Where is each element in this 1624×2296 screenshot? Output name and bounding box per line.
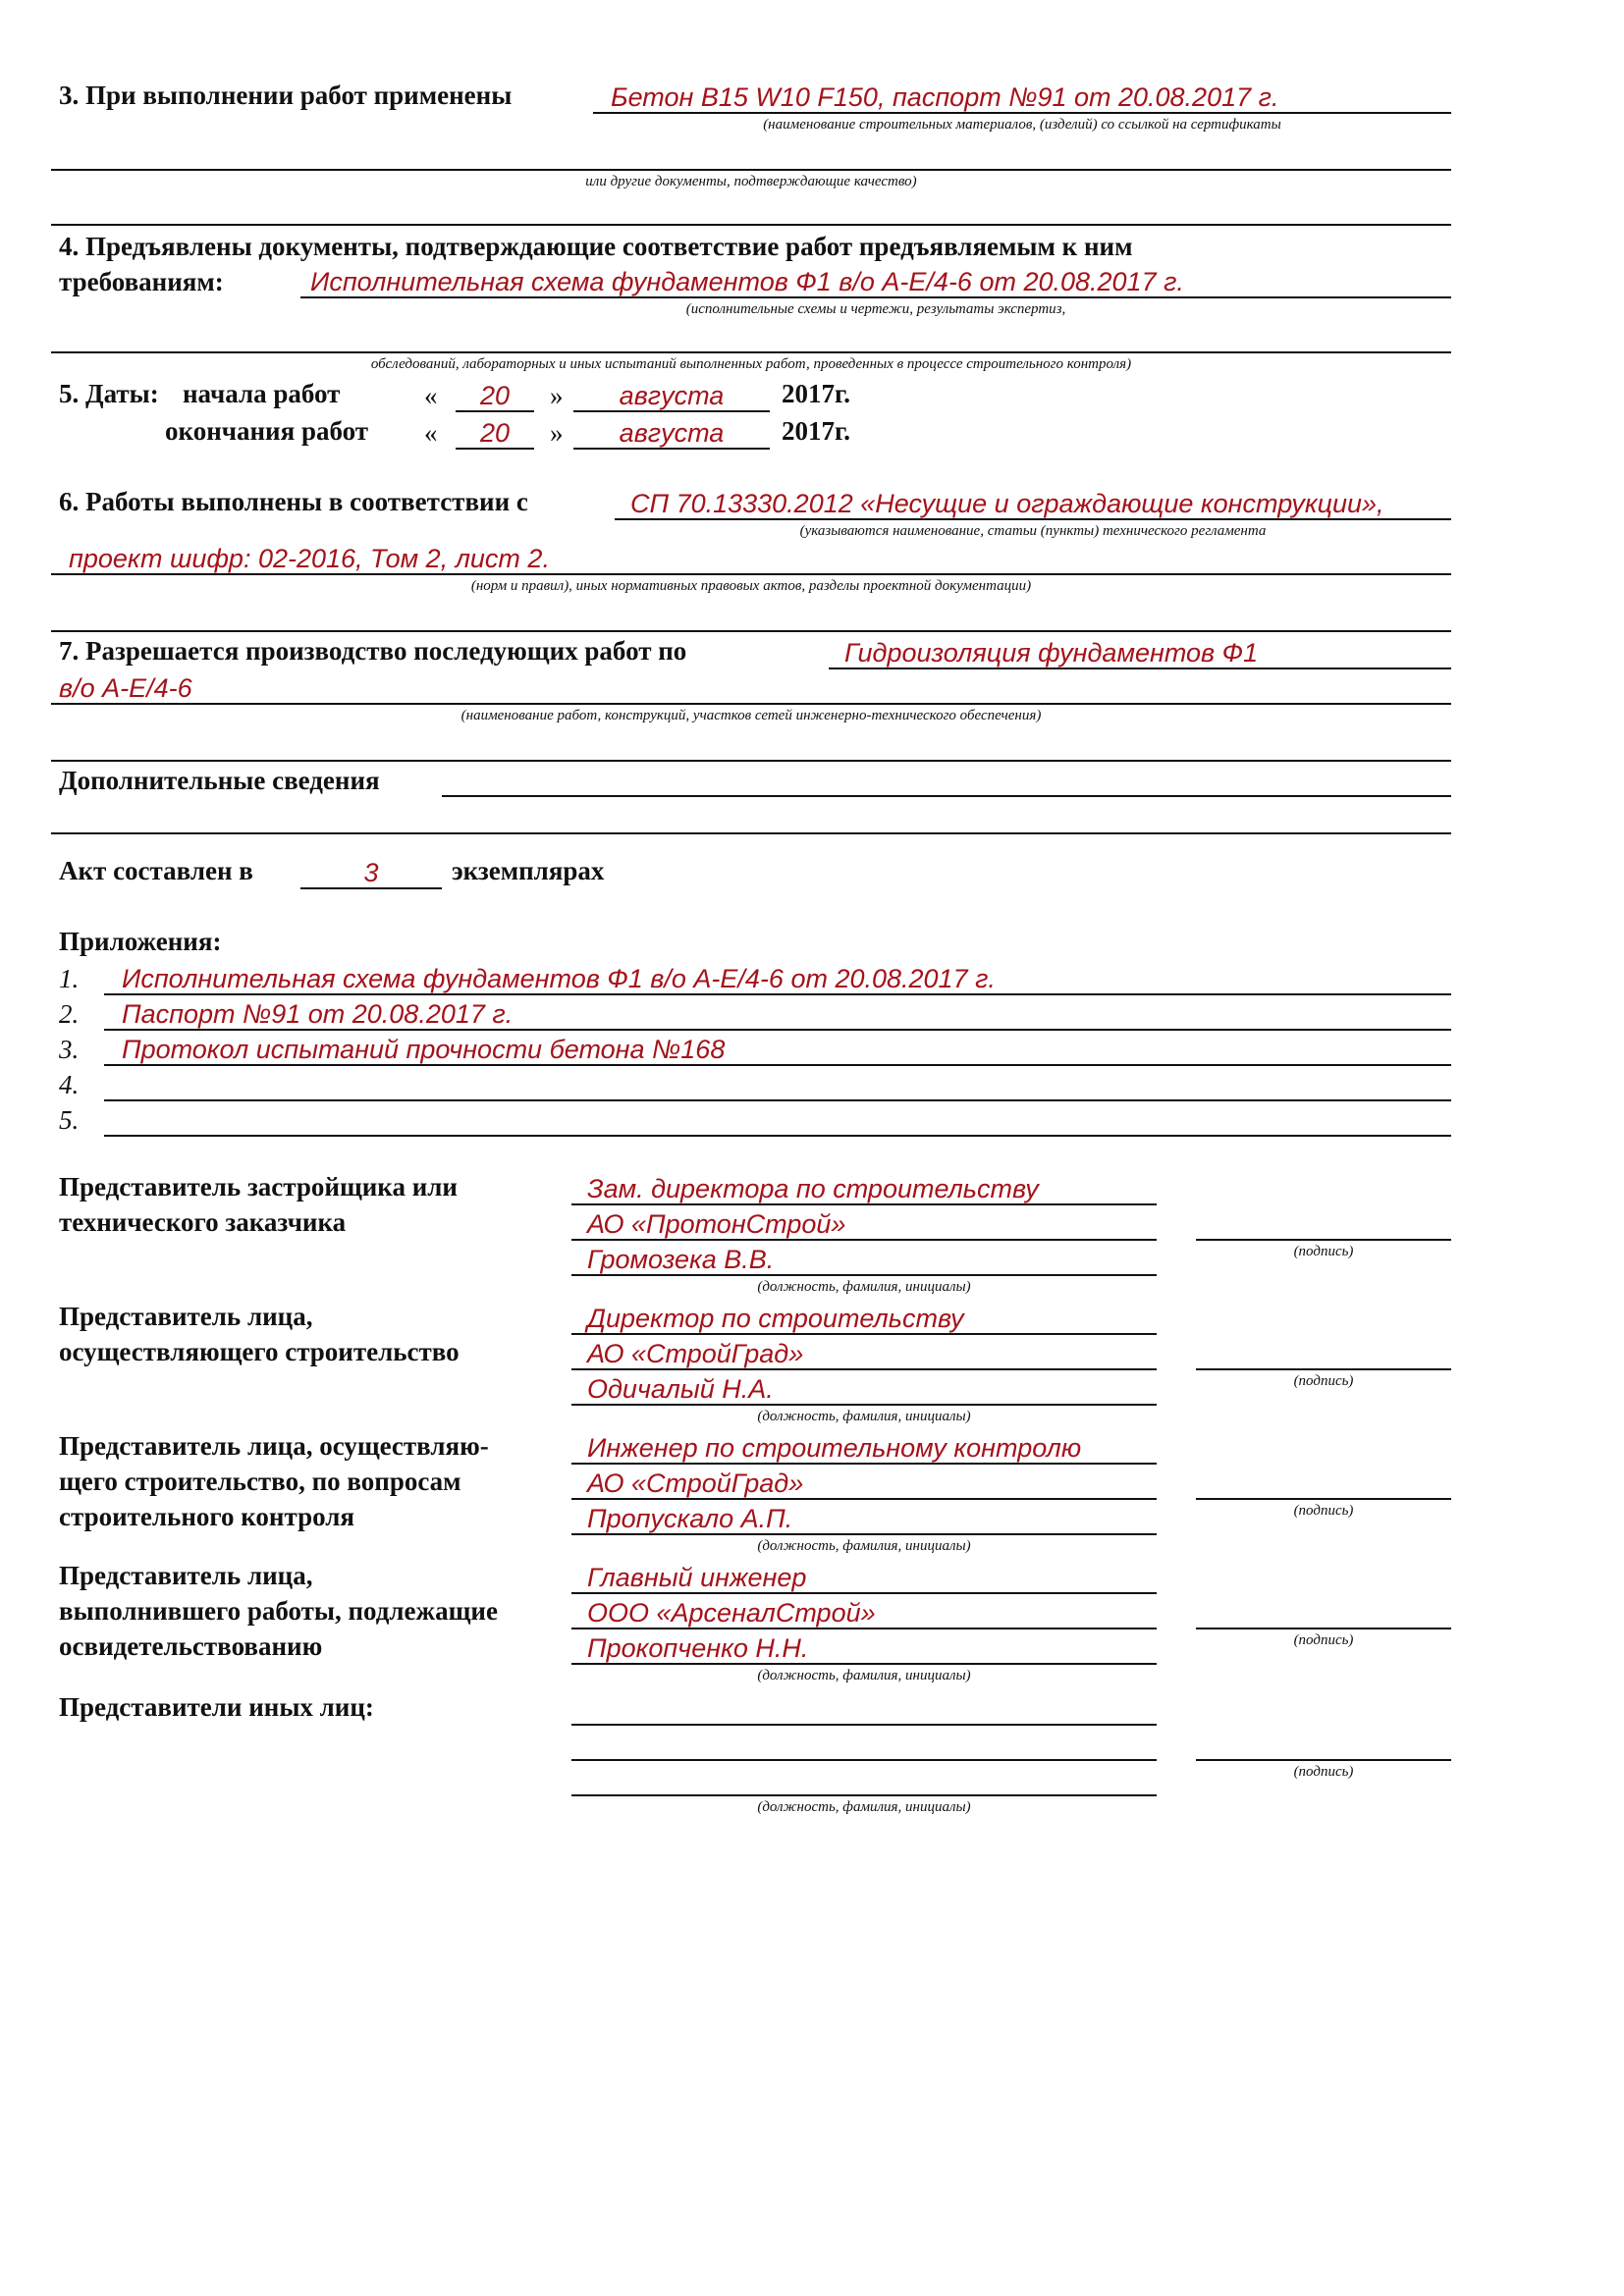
rep-label: технического заказчика	[59, 1207, 347, 1237]
documents-line	[300, 296, 1451, 298]
attachment-item[interactable]: Паспорт №91 от 20.08.2017 г.	[122, 999, 514, 1029]
materials-caption: (наименование строительных материалов, (изделий) со ссылкой на сертификаты	[763, 117, 1281, 133]
rep-line	[571, 1463, 1157, 1465]
rep-label: Представитель застройщика или	[59, 1172, 458, 1201]
standards-line-2	[51, 573, 1451, 575]
rep-position-field[interactable]: Директор по строительству	[587, 1304, 964, 1333]
rep-line	[571, 1592, 1157, 1594]
standards-line	[615, 518, 1451, 520]
rep-line	[571, 1628, 1157, 1629]
start-year: 2017г.	[782, 379, 850, 408]
rep-line	[571, 1404, 1157, 1406]
end-month-line	[573, 448, 770, 450]
section-6-label: 6. Работы выполнены в соответствии с	[59, 487, 528, 516]
standards-caption-2: (норм и правил), иных нормативных правовых актов, разделы проектной документации)	[470, 578, 1032, 594]
extra-field-line[interactable]	[442, 795, 1451, 797]
signature-line[interactable]	[1196, 1498, 1451, 1500]
start-date-label: начала работ	[183, 379, 341, 408]
rep-line	[571, 1724, 1157, 1726]
rep-caption: (должность, фамилия, инициалы)	[757, 1279, 971, 1295]
attachments-title: Приложения:	[59, 927, 222, 956]
signature-line[interactable]	[1196, 1628, 1451, 1629]
rep-label: щего строительство, по вопросам	[59, 1467, 461, 1496]
rep-caption: (должность, фамилия, инициалы)	[757, 1409, 971, 1424]
next-works-line	[829, 667, 1451, 669]
start-day-line	[456, 410, 534, 412]
signature-line[interactable]	[1196, 1368, 1451, 1370]
start-day-field[interactable]: 20	[479, 381, 511, 410]
end-day-field[interactable]: 20	[479, 418, 511, 448]
rep-org-field[interactable]: ООО «АрсеналСтрой»	[587, 1598, 876, 1628]
rep-line	[571, 1239, 1157, 1241]
signature-caption: (подпись)	[1293, 1764, 1354, 1780]
rep-org-field[interactable]: АО «ПротонСтрой»	[587, 1209, 846, 1239]
start-month-field[interactable]: августа	[619, 381, 725, 410]
section-4-label-2: требованиям:	[59, 267, 224, 296]
rep-position-field[interactable]: Главный инженер	[587, 1563, 807, 1592]
rep-position-field[interactable]: Зам. директора по строительству	[587, 1174, 1039, 1203]
rep-label: осуществляющего строительство	[59, 1337, 460, 1366]
rep-line	[571, 1368, 1157, 1370]
attachment-item[interactable]: Исполнительная схема фундаментов Ф1 в/о А-Е/4-6 от 20.08.2017 г.	[122, 964, 996, 993]
rep-org-field[interactable]: АО «СтройГрад»	[587, 1339, 804, 1368]
rep-label: освидетельствованию	[59, 1631, 323, 1661]
next-works-field[interactable]: Гидроизоляция фундаментов Ф1	[844, 638, 1259, 667]
start-quote-close: »	[550, 381, 564, 410]
attachment-num: 1.	[59, 964, 80, 993]
standards-field-2[interactable]: проект шифр: 02-2016, Том 2, лист 2.	[69, 544, 550, 573]
attachment-num: 3.	[59, 1035, 80, 1064]
copies-line	[300, 887, 442, 889]
extra-bottom-line	[51, 832, 1451, 834]
start-quote-open: «	[424, 381, 438, 410]
next-works-line-2	[51, 703, 1451, 705]
attachment-num: 5.	[59, 1105, 80, 1135]
attachment-line	[104, 1135, 1451, 1137]
copies-field[interactable]: 3	[363, 858, 379, 887]
rep-label: Представитель лица,	[59, 1302, 313, 1331]
rep-label: Представитель лица,	[59, 1561, 313, 1590]
end-day-line	[456, 448, 534, 450]
section-3-label: 3. При выполнении работ применены	[59, 80, 513, 110]
rep-position-field[interactable]: Инженер по строительному контролю	[587, 1433, 1082, 1463]
materials-line-2	[51, 169, 1451, 171]
extra-label: Дополнительные сведения	[59, 766, 380, 795]
documents-field[interactable]: Исполнительная схема фундаментов Ф1 в/о А-Е/4-6 от 20.08.2017 г.	[310, 267, 1184, 296]
rep-caption: (должность, фамилия, инициалы)	[757, 1538, 971, 1554]
attachment-line	[104, 1029, 1451, 1031]
rep-label: Представитель лица, осуществляю-	[59, 1431, 489, 1461]
attachment-line	[104, 1064, 1451, 1066]
documents-caption-2: обследований, лабораторных и иных испытаний выполненных работ, проведенных в процессе строительного контроля)	[370, 356, 1132, 372]
rep-line	[571, 1533, 1157, 1535]
end-quote-open: «	[424, 418, 438, 448]
copies-suffix: экземплярах	[452, 856, 605, 885]
signature-line[interactable]	[1196, 1239, 1451, 1241]
rep-caption: (должность, фамилия, инициалы)	[757, 1668, 971, 1683]
materials-caption-2: или другие документы, подтверждающие качество)	[585, 174, 917, 189]
extra-top-line	[51, 760, 1451, 762]
section-divider-7	[51, 630, 1451, 632]
signature-caption: (подпись)	[1293, 1244, 1354, 1259]
standards-field[interactable]: СП 70.13330.2012 «Несущие и ограждающие конструкции»,	[630, 489, 1384, 518]
end-date-label: окончания работ	[165, 416, 369, 446]
start-month-line	[573, 410, 770, 412]
rep-line	[571, 1498, 1157, 1500]
end-month-field[interactable]: августа	[619, 418, 725, 448]
materials-line	[593, 112, 1451, 114]
end-quote-close: »	[550, 418, 564, 448]
standards-caption: (указываются наименование, статьи (пункты) технического регламента	[799, 523, 1267, 539]
rep-line	[571, 1203, 1157, 1205]
rep-line	[571, 1333, 1157, 1335]
attachment-num: 2.	[59, 999, 80, 1029]
rep-line	[571, 1274, 1157, 1276]
rep-name-field[interactable]: Прокопченко Н.Н.	[587, 1633, 809, 1663]
section-4-label: 4. Предъявлены документы, подтверждающие соответствие работ предъявляемым к ним	[59, 232, 1133, 261]
attachment-line	[104, 1099, 1451, 1101]
rep-name-field[interactable]: Одичалый Н.А.	[587, 1374, 774, 1404]
next-works-caption: (наименование работ, конструкций, участков сетей инженерно-технического обеспечения)	[460, 708, 1042, 723]
attachment-num: 4.	[59, 1070, 80, 1099]
rep-line	[571, 1759, 1157, 1761]
section-divider	[51, 224, 1451, 226]
rep-name-field[interactable]: Громозека В.В.	[587, 1245, 775, 1274]
rep-label: строительного контроля	[59, 1502, 354, 1531]
attachment-line	[104, 993, 1451, 995]
copies-label: Акт составлен в	[59, 856, 253, 885]
rep-line	[571, 1663, 1157, 1665]
section-7-label: 7. Разрешается производство последующих работ по	[59, 636, 687, 666]
rep-name-field[interactable]: Пропускало А.П.	[587, 1504, 793, 1533]
rep-label: выполнившего работы, подлежащие	[59, 1596, 498, 1626]
rep-label: Представители иных лиц:	[59, 1692, 374, 1722]
signature-caption: (подпись)	[1293, 1632, 1354, 1648]
signature-caption: (подпись)	[1293, 1503, 1354, 1519]
documents-line-2	[51, 351, 1451, 353]
signature-caption: (подпись)	[1293, 1373, 1354, 1389]
next-works-field-2[interactable]: в/о А-Е/4-6	[59, 673, 192, 703]
rep-org-field[interactable]: АО «СтройГрад»	[587, 1468, 804, 1498]
section-5-label: 5. Даты:	[59, 379, 159, 408]
attachment-item[interactable]: Протокол испытаний прочности бетона №168	[122, 1035, 726, 1064]
materials-field[interactable]: Бетон В15 W10 F150, паспорт №91 от 20.08.2017 г.	[611, 82, 1279, 112]
signature-line[interactable]	[1196, 1759, 1451, 1761]
documents-caption: (исполнительные схемы и чертежи, результаты экспертиз,	[685, 301, 1066, 317]
end-year: 2017г.	[782, 416, 850, 446]
rep-line	[571, 1794, 1157, 1796]
rep-caption: (должность, фамилия, инициалы)	[757, 1799, 971, 1815]
